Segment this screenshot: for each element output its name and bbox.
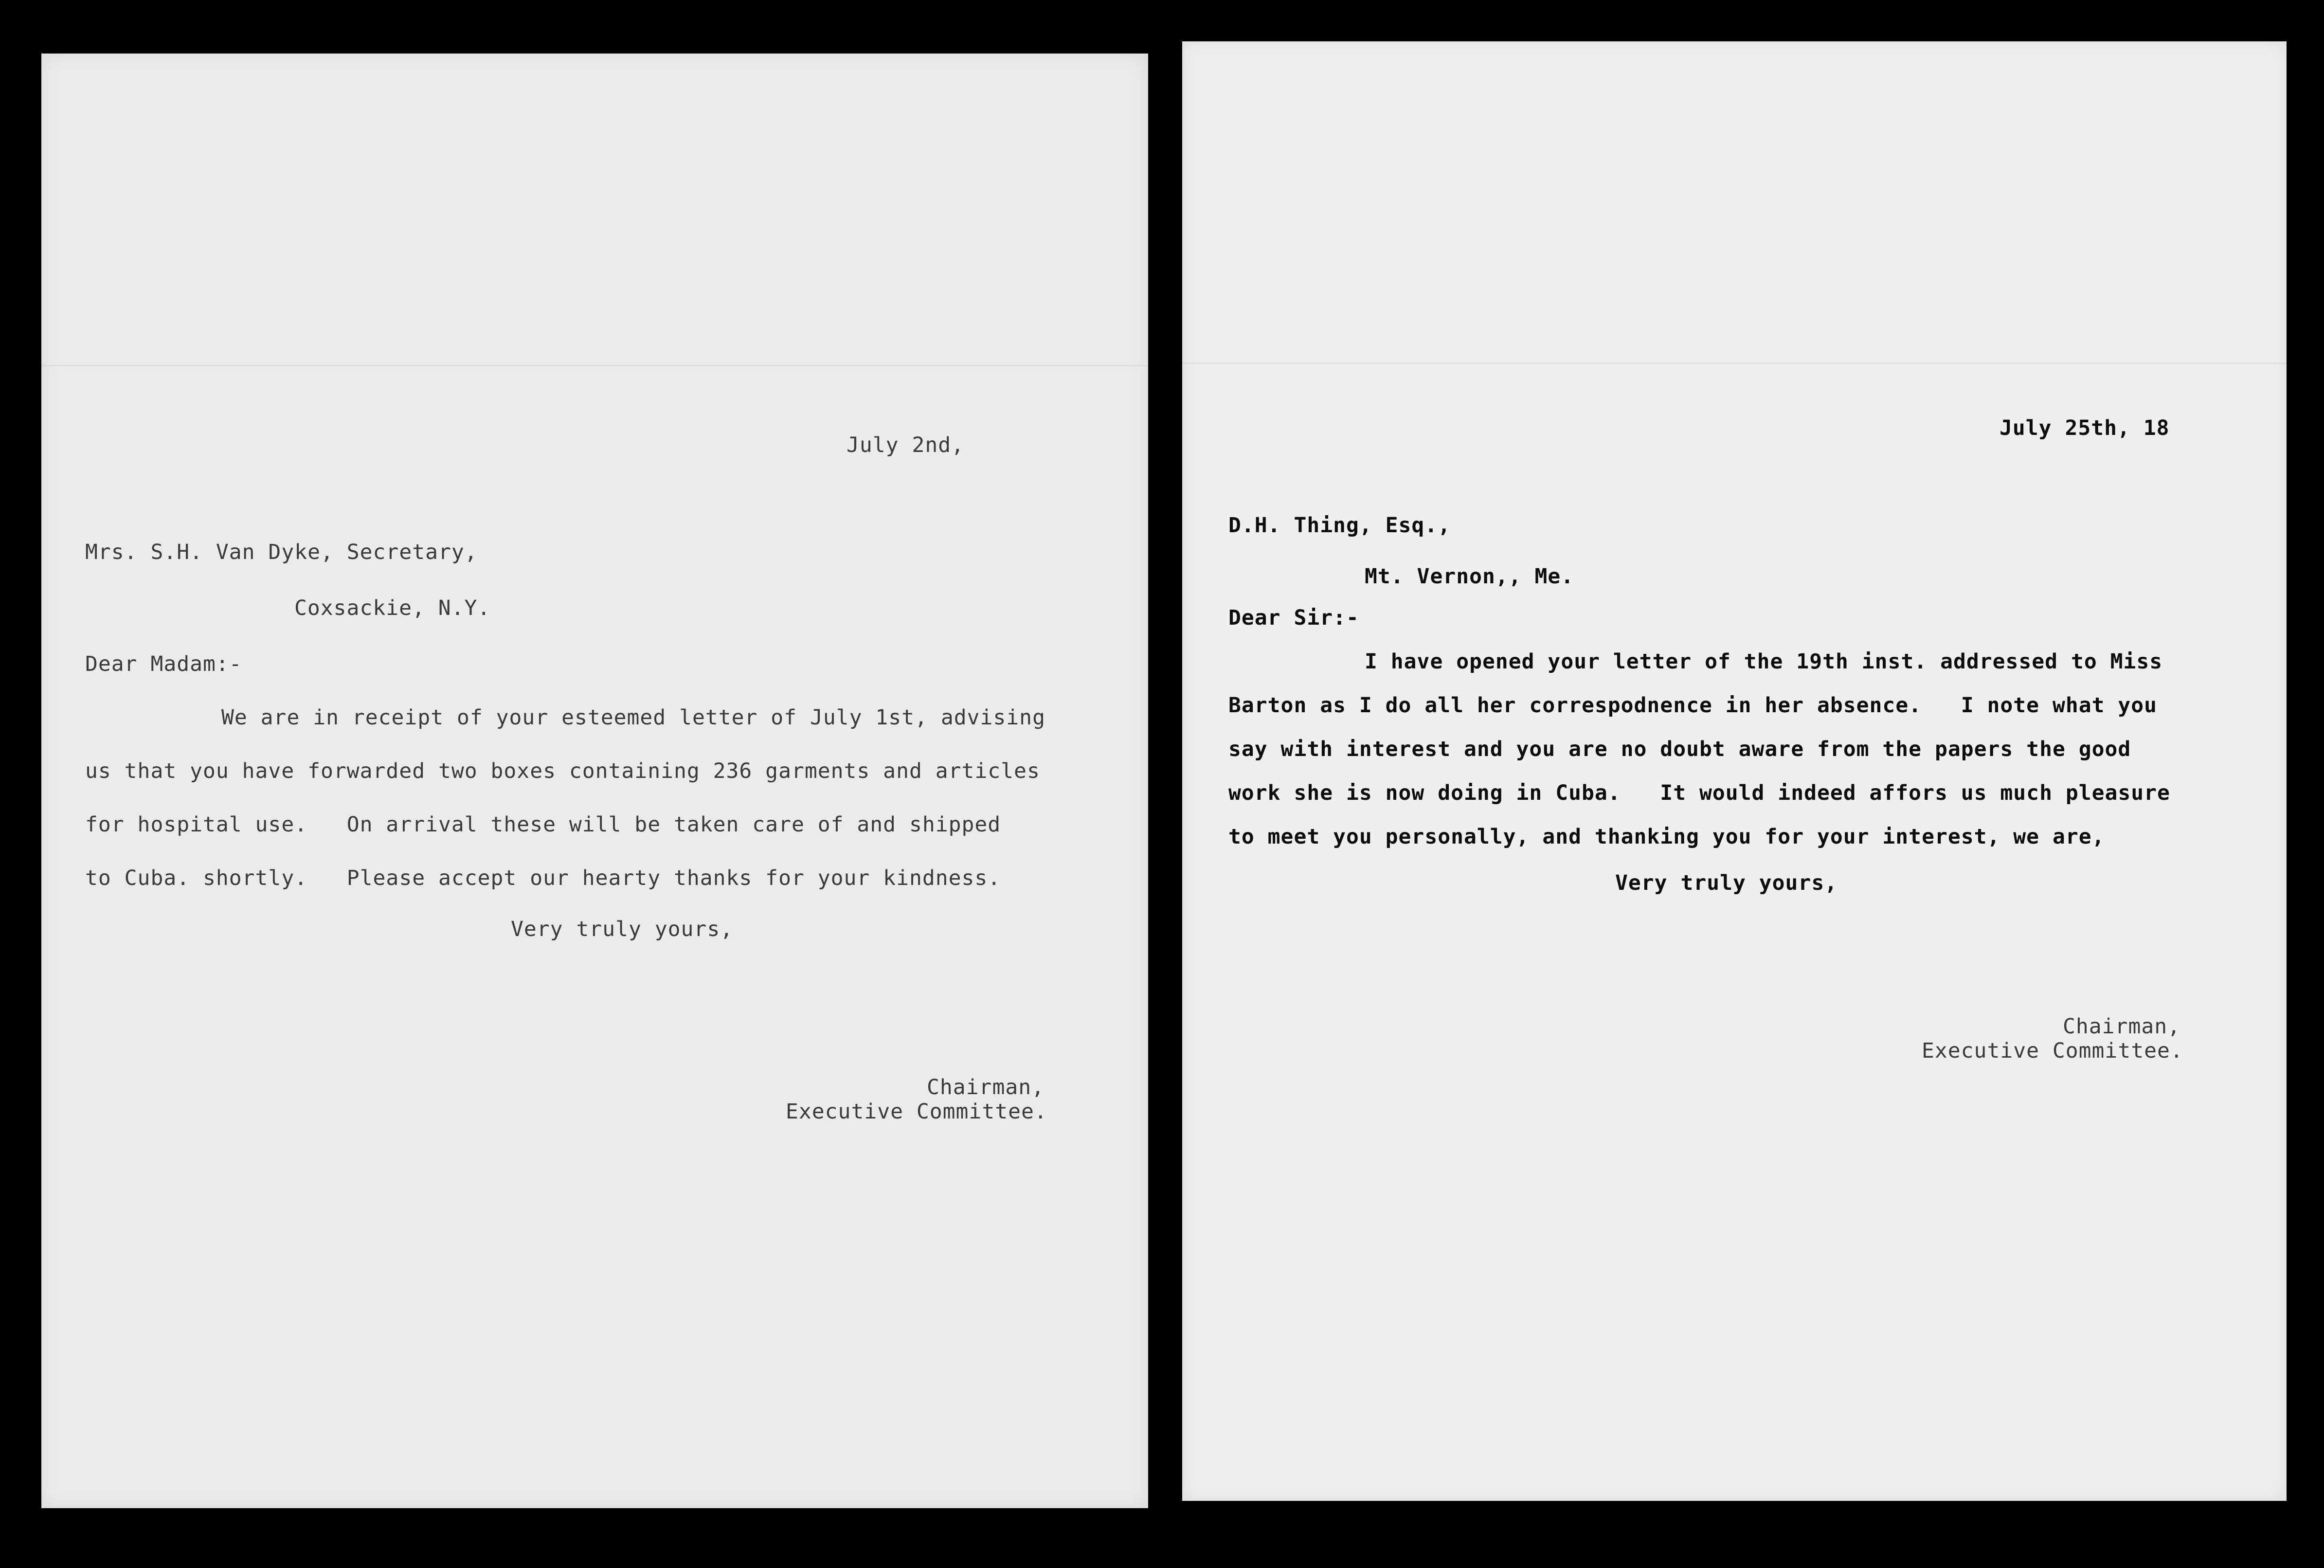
signature-committee: Executive Committee. [786,1099,1047,1124]
body-line: I have opened your letter of the 19th inst. addressed to Miss [1365,649,2163,674]
salutation: Dear Sir:- [1228,606,1359,630]
letter-date: July 25th, 18 [2000,416,2170,440]
paper-fold [1182,362,2287,364]
closing: Very truly yours, [1615,871,1838,895]
signature-title: Chairman, [2063,1014,2180,1039]
letter-page-right [1182,41,2287,1501]
body-line: work she is now doing in Cuba. It would indeed affors us much pleasure [1228,781,2170,805]
body-line: say with interest and you are no doubt aware from the papers the good [1228,737,2131,761]
letter-date: July 2nd, [847,433,964,457]
body-line: We are in receipt of your esteemed letter of July 1st, advising [221,705,1045,730]
paper-fold [41,365,1148,366]
body-line: to Cuba. shortly. Please accept our hearty thanks for your kindness. [85,866,1001,890]
body-line: us that you have forwarded two boxes containing 236 garments and articles [85,759,1040,783]
signature-committee: Executive Committee. [1922,1039,2183,1063]
body-line: Barton as I do all her correspodnence in her absence. I note what you [1228,693,2158,718]
addressee-name: D.H. Thing, Esq., [1228,513,1451,538]
addressee-location: Coxsackie, N.Y. [294,596,491,620]
salutation: Dear Madam:- [85,652,242,676]
addressee-location: Mt. Vernon,, Me. [1365,564,1574,589]
body-line: to meet you personally, and thanking you for your interest, we are, [1228,825,2105,849]
letter-page-left [41,54,1148,1508]
addressee-name: Mrs. S.H. Van Dyke, Secretary, [85,540,478,564]
closing: Very truly yours, [511,917,734,941]
body-line: for hospital use. On arrival these will be taken care of and shipped [85,812,1001,837]
signature-title: Chairman, [927,1075,1045,1099]
